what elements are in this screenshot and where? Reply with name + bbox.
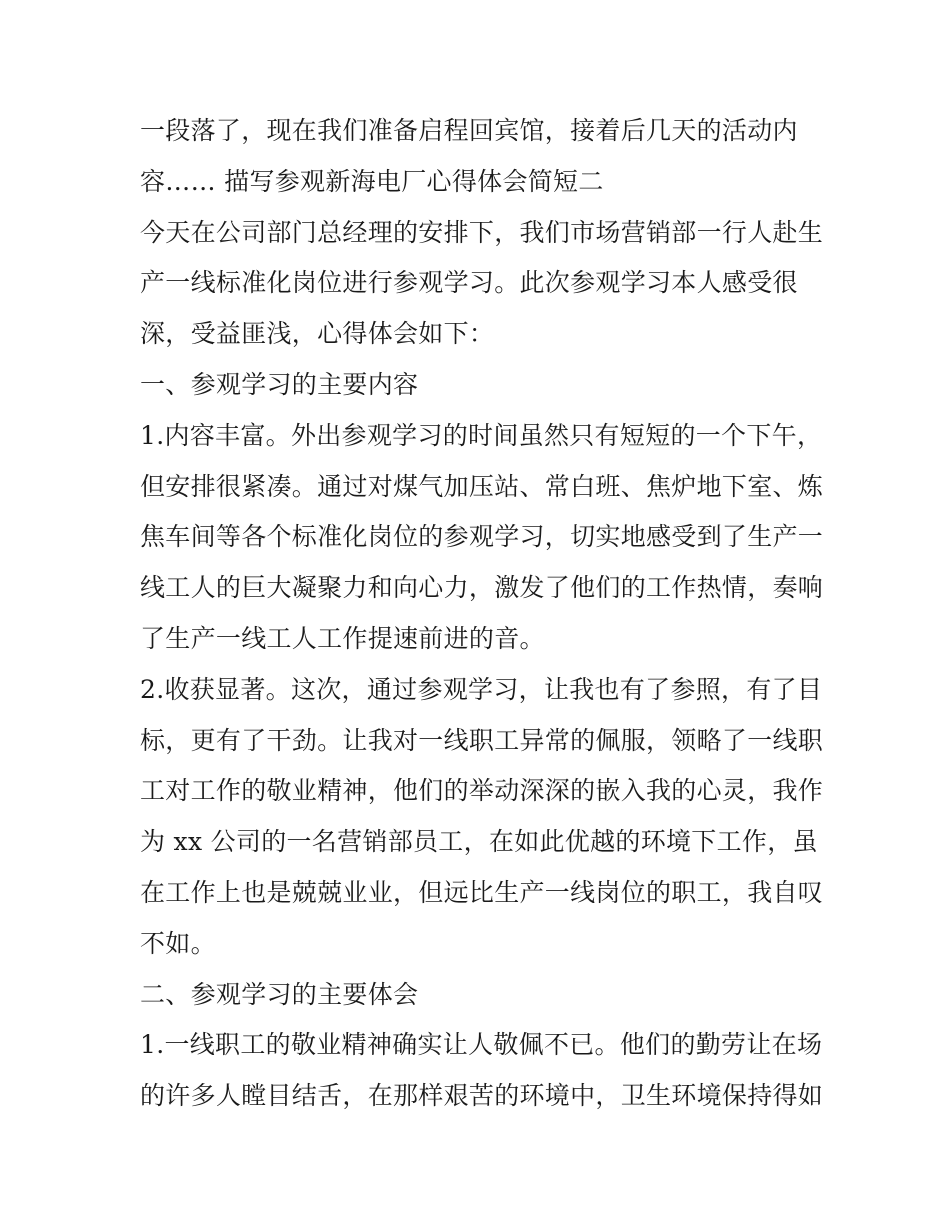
text-line: 容…… 描写参观新海电厂心得体会简短二 (140, 166, 604, 196)
text-line: 线工人的巨大凝聚力和向心力，激发了他们的工作热情，奏响 (140, 573, 824, 603)
text-line: 标，更有了干劲。让我对一线职工异常的佩服，领略了一线职 (140, 725, 824, 755)
text-line: 为 xx 公司的一名营销部员工，在如此优越的环境下工作，虽 (140, 827, 818, 857)
document-body (140, 106, 824, 1122)
text-line: 焦车间等各个标准化岗位的参观学习，切实地感受到了生产一 (140, 522, 824, 552)
text-line: 不如。 (140, 928, 216, 958)
text-line: 产一线标准化岗位进行参观学习。此次参观学习本人感受很 (140, 268, 798, 298)
text-line: 深，受益匪浅，心得体会如下： (140, 319, 495, 349)
section-heading: 二、参观学习的主要体会 (140, 979, 419, 1009)
text-line: 一段落了，现在我们准备启程回宾馆，接着后几天的活动内 (140, 116, 798, 145)
text-line: 1.内容丰富。外出参观学习的时间虽然只有短短的一个下午， (140, 420, 823, 450)
section-heading: 一、参观学习的主要内容 (140, 369, 419, 399)
text-line: 2.收获显著。这次，通过参观学习，让我也有了参照，有了目 (140, 674, 823, 704)
text-line: 但安排很紧凑。通过对煤气加压站、常白班、焦炉地下室、炼 (140, 471, 824, 501)
text-line: 今天在公司部门总经理的安排下，我们市场营销部一行人赴生 (140, 217, 824, 247)
text-line: 1.一线职工的敬业精神确实让人敬佩不已。他们的勤劳让在场 (140, 1030, 823, 1060)
text-line: 了生产一线工人工作提速前进的音。 (140, 623, 545, 653)
text-line: 在工作上也是兢兢业业，但远比生产一线岗位的职工，我自叹 (140, 877, 824, 907)
text-line: 的许多人瞠目结舌，在那样艰苦的环境中，卫生环境保持得如 (140, 1081, 824, 1111)
text-line: 工对工作的敬业精神，他们的举动深深的嵌入我的心灵，我作 (140, 776, 824, 806)
